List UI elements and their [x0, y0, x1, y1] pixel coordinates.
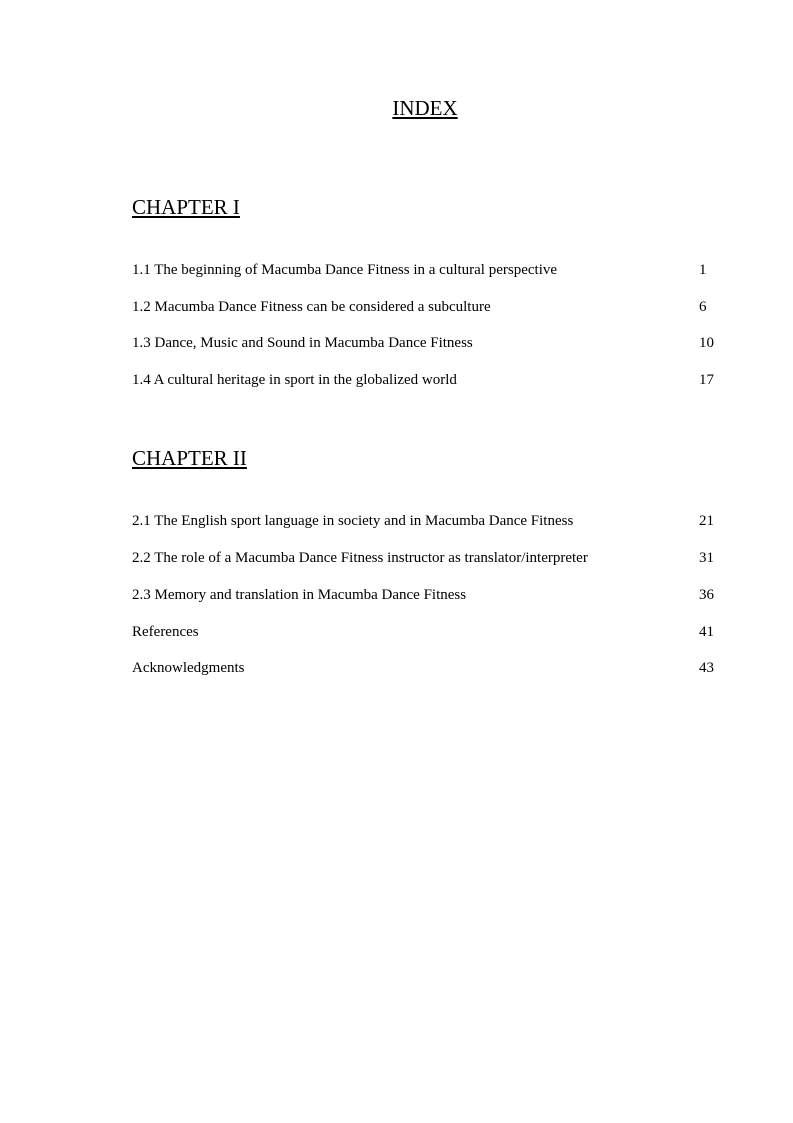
- toc-entry: [132, 547, 732, 569]
- toc-entry-acknowledgments: [132, 657, 732, 679]
- toc-entry-page: 43: [699, 660, 714, 676]
- toc-entry-title: 2.3 Memory and translation in Macumba Dance Fitness: [132, 587, 467, 603]
- toc-entry-title: 1.3 Dance, Music and Sound in Macumba Dance Fitness: [132, 335, 473, 351]
- toc-entry-page: 41: [699, 624, 714, 640]
- toc-entry-page: 36: [699, 587, 714, 603]
- toc-entry-page: 6: [699, 299, 707, 315]
- toc-entry-title: 1.4 A cultural heritage in sport in the globalized world: [132, 372, 457, 388]
- chapter-2-heading: CHAPTER II: [132, 446, 247, 470]
- chapter-1-heading: CHAPTER I: [132, 195, 240, 219]
- toc-entry-page: 10: [699, 335, 714, 351]
- toc-entry-title: 2.1 The English sport language in society and in Macumba Dance Fitness: [132, 513, 574, 529]
- toc-entry-references: [132, 621, 732, 643]
- toc-entry-title: 1.2 Macumba Dance Fitness can be considered a subculture: [132, 299, 491, 315]
- toc-entry: [132, 296, 732, 318]
- toc-entry: [132, 510, 732, 532]
- toc-entry: [132, 584, 732, 606]
- toc-entry-page: 1: [699, 262, 707, 278]
- toc-entry: [132, 369, 732, 391]
- toc-entry: [132, 259, 732, 281]
- toc-entry-title: References: [132, 624, 199, 640]
- toc-entry-page: 21: [699, 513, 714, 529]
- toc-entry-page: 31: [699, 550, 714, 566]
- toc-entry-title: 1.1 The beginning of Macumba Dance Fitness in a cultural perspective: [132, 262, 558, 278]
- toc-entry-title: Acknowledgments: [132, 660, 245, 676]
- index-title: INDEX: [392, 96, 458, 120]
- toc-entry: [132, 332, 732, 354]
- toc-entry-page: 17: [699, 372, 714, 388]
- toc-entry-title: 2.2 The role of a Macumba Dance Fitness instructor as translator/interpreter: [132, 550, 588, 566]
